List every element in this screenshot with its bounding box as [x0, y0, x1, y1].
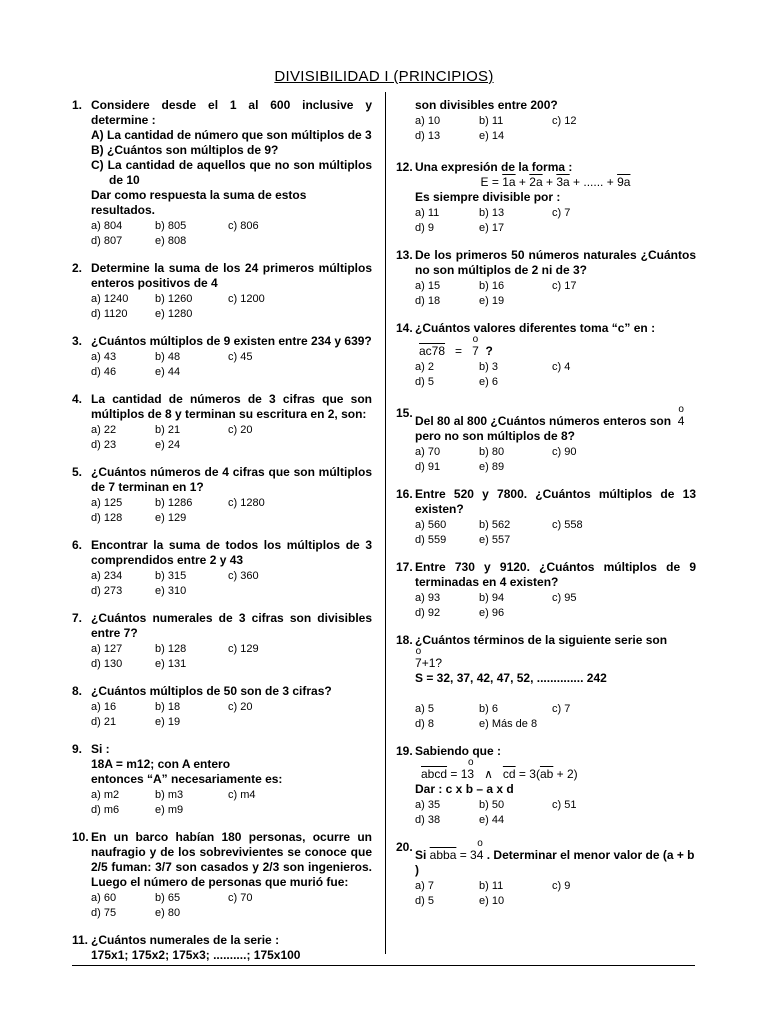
question-text: De los primeros 50 números naturales ¿Cuántos no son múltiplos de 2 ni de 3? [415, 248, 696, 277]
question-number: 11. [72, 933, 89, 947]
option[interactable]: a) 11 [415, 207, 440, 219]
option[interactable]: e) 19 [479, 295, 505, 307]
option[interactable]: d) 8 [415, 718, 434, 730]
option[interactable]: d) 21 [91, 716, 117, 728]
question-6 [72, 538, 372, 599]
option[interactable]: c) m4 [228, 789, 256, 801]
option[interactable]: e) 14 [479, 130, 505, 142]
option[interactable]: c) 12 [552, 115, 577, 127]
multiple-notation: o 4 [678, 406, 685, 429]
option[interactable]: b) 1260 [155, 293, 193, 305]
question-9 [72, 742, 372, 818]
options [415, 360, 696, 390]
option[interactable]: d) 9 [415, 222, 434, 234]
question-mark: ? [485, 344, 493, 358]
option[interactable]: a) 35 [415, 799, 441, 811]
question-text: . Determinar el menor valor de (a + b ) [415, 848, 695, 877]
sub-item: A) La cantidad de número que son múltiplos de 3 [91, 128, 372, 142]
option[interactable]: e) 10 [479, 895, 505, 907]
option[interactable]: e) 24 [155, 439, 181, 451]
option[interactable]: a) 804 [91, 220, 123, 232]
option[interactable]: c) 806 [228, 220, 259, 232]
option[interactable]: e) Más de 8 [479, 718, 538, 730]
option[interactable]: e) 310 [155, 585, 187, 597]
option[interactable]: e) 44 [155, 366, 181, 378]
options [415, 591, 696, 621]
option[interactable]: b) 11 [479, 115, 504, 127]
option[interactable]: d) 18 [415, 295, 441, 307]
option[interactable]: a) 5 [415, 703, 434, 715]
question-number: 9. [72, 742, 83, 756]
option[interactable]: c) 129 [228, 643, 259, 655]
option[interactable]: c) 1280 [228, 497, 265, 509]
option[interactable]: d) 5 [415, 895, 434, 907]
options [91, 496, 372, 526]
option[interactable]: a) 7 [415, 880, 434, 892]
question-number: 7. [72, 611, 83, 625]
left-column [72, 98, 372, 975]
numeral-term: abba [429, 848, 457, 862]
option[interactable]: d) 5 [415, 376, 434, 388]
equals-sign: = 1 [447, 767, 468, 781]
option[interactable]: d) 46 [91, 366, 117, 378]
question-text: Dar como respuesta la suma de estos resultados. [91, 188, 307, 217]
option[interactable]: d) 92 [415, 607, 441, 619]
question-number: 8. [72, 684, 83, 698]
option[interactable]: b) 3 [479, 361, 498, 373]
multiple-notation: o 4 [477, 840, 484, 863]
option[interactable]: c) 17 [552, 280, 577, 292]
options [415, 798, 696, 828]
question-16 [396, 487, 696, 548]
option[interactable]: c) 51 [552, 799, 577, 811]
question-text: Entre 730 y 9120. ¿Cuántos múltiplos de 9 terminadas en 4 existen? [415, 560, 696, 589]
question-5 [72, 465, 372, 526]
question-7 [72, 611, 372, 672]
options [91, 569, 372, 599]
question-text: Es siempre divisible por : [415, 190, 561, 204]
option[interactable]: e) 129 [155, 512, 187, 524]
question-text: En un barco habían 180 personas, ocurre un naufragio y de los sobrevivientes se conoce que 2/5 fuman: 3/7 son casados y 2/3 son ingenieros. Luego el número de personas que murió fue: [91, 830, 372, 889]
question-text: 18A = m12; con A entero [91, 757, 231, 771]
option[interactable]: e) 6 [479, 376, 498, 388]
option[interactable]: c) 20 [228, 701, 253, 713]
question-number: 10. [72, 830, 89, 844]
option[interactable]: c) 7 [552, 207, 571, 219]
option[interactable]: e) 89 [479, 461, 505, 473]
expression [415, 336, 696, 359]
expression [415, 759, 696, 782]
question-19 [396, 744, 696, 828]
options [415, 518, 696, 548]
option[interactable]: b) 6 [479, 703, 498, 715]
question-text: Encontrar la suma de todos los múltiplos de 3 comprendidos entre 2 y 43 [91, 538, 372, 567]
question-text: Determine la suma de los 24 primeros múltiplos enteros positivos de 4 [91, 261, 372, 290]
option[interactable]: c) 9 [552, 880, 571, 892]
option[interactable]: b) 80 [479, 446, 505, 458]
options [91, 219, 372, 249]
options [91, 788, 372, 818]
question-text: ¿Cuántos valores diferentes toma “c” en : [415, 321, 656, 335]
question-text: ¿Cuántos múltiplos de 50 son de 3 cifras? [91, 684, 332, 698]
question-18 [396, 633, 696, 732]
question-text: Sabiendo que : [415, 744, 502, 758]
option[interactable]: e) 19 [155, 716, 181, 728]
option[interactable]: b) 65 [155, 892, 181, 904]
question-11 [72, 933, 372, 963]
question-number: 20. [396, 840, 413, 854]
question-12 [396, 160, 696, 236]
options [91, 700, 372, 730]
option[interactable]: b) 21 [155, 424, 181, 436]
option[interactable]: a) 60 [91, 892, 117, 904]
option[interactable]: b) 11 [479, 880, 504, 892]
question-text: Entre 520 y 7800. ¿Cuántos múltiplos de 13 existen? [415, 487, 696, 516]
question-17 [396, 560, 696, 621]
option[interactable]: e) 557 [479, 534, 511, 546]
options [91, 350, 372, 380]
question-number: 4. [72, 392, 83, 406]
option[interactable]: a) 1240 [91, 293, 129, 305]
option[interactable]: b) 1286 [155, 497, 193, 509]
question-number: 16. [396, 487, 413, 501]
sub-item: C) La cantidad de aquellos que no son múltiplos de 10 [91, 158, 372, 187]
option[interactable]: d) 273 [91, 585, 123, 597]
question-number: 19. [396, 744, 413, 758]
option[interactable]: e) 808 [155, 235, 187, 247]
option[interactable]: e) 131 [155, 658, 187, 670]
option[interactable]: c) 45 [228, 351, 253, 363]
numeral-term: abcd [421, 767, 448, 781]
question-number: 13. [396, 248, 413, 262]
question-text: entonces “A” necesariamente es: [91, 772, 283, 786]
option[interactable]: d) 130 [91, 658, 123, 670]
options [415, 279, 696, 309]
options [91, 423, 372, 453]
question-text: La cantidad de números de 3 cifras que son múltiplos de 8 y terminan su escritura en 2, son: [91, 392, 372, 421]
option[interactable]: b) 48 [155, 351, 181, 363]
equals-sign: = 3 [456, 848, 477, 862]
numeral-term: $\overline{cd}$ [502, 767, 516, 781]
question-text: Dar : c x b – a x d [415, 782, 514, 796]
option[interactable]: a) 234 [91, 570, 123, 582]
logical-and: ∧ [484, 767, 493, 781]
question-4 [72, 392, 372, 453]
options [91, 891, 372, 921]
option[interactable]: d) 23 [91, 439, 117, 451]
option[interactable]: e) 17 [479, 222, 505, 234]
series-text: S = 32, 37, 42, 47, 52, .............. 242 [415, 671, 607, 685]
option[interactable]: e) 1280 [155, 308, 193, 320]
option[interactable]: d) 13 [415, 130, 441, 142]
option[interactable]: a) 2 [415, 361, 434, 373]
multiple-notation: o 7 [472, 336, 479, 359]
question-number: 17. [396, 560, 413, 574]
question-1 [72, 98, 372, 249]
option[interactable]: e) 96 [479, 607, 505, 619]
options [415, 206, 696, 236]
question-number: 6. [72, 538, 83, 552]
option[interactable]: b) 128 [155, 643, 187, 655]
option[interactable]: d) 1120 [91, 308, 128, 320]
option[interactable]: a) 127 [91, 643, 123, 655]
numeral-term: ac78 [419, 344, 446, 358]
question-text: ¿Cuántos numerales de la serie : [91, 933, 280, 947]
question-number: 3. [72, 334, 83, 348]
question-text: ¿Cuántos numerales de 3 cifras son divisibles entre 7? [91, 611, 372, 640]
question-text: ¿Cuántos números de 4 cifras que son múltiplos de 7 terminan en 1? [91, 465, 372, 494]
question-text: pero no son múltiplos de 8? [415, 429, 576, 443]
options [91, 292, 372, 322]
question-text: Del 80 al 800 ¿Cuántos números enteros son [415, 414, 672, 428]
option[interactable]: c) 20 [228, 424, 253, 436]
option[interactable]: b) 315 [155, 570, 187, 582]
option[interactable]: a) 70 [415, 446, 441, 458]
option[interactable]: d) 75 [91, 907, 117, 919]
question-10 [72, 830, 372, 921]
numeral-term: 9a [617, 175, 631, 189]
option[interactable]: b) 13 [479, 207, 505, 219]
option[interactable]: c) 4 [552, 361, 571, 373]
option[interactable]: c) 7 [552, 703, 571, 715]
question-text: Una expresión de la forma : [415, 160, 573, 174]
numeral-term: 2a [529, 175, 543, 189]
right-column [396, 98, 696, 921]
option[interactable]: e) m9 [155, 804, 184, 816]
options [415, 702, 696, 732]
numeral-term: 3a [556, 175, 570, 189]
question-13 [396, 248, 696, 309]
question-number: 15. [396, 406, 413, 420]
question-number: 2. [72, 261, 83, 275]
question-8 [72, 684, 372, 730]
option[interactable]: d) 38 [415, 814, 441, 826]
question-text: ¿Cuántos múltiplos de 9 existen entre 234 y 639? [91, 334, 372, 348]
option[interactable]: b) 805 [155, 220, 187, 232]
option[interactable]: c) 1200 [228, 293, 265, 305]
option[interactable]: d) 91 [415, 461, 441, 473]
question-15 [396, 406, 696, 475]
option[interactable]: b) 94 [479, 592, 505, 604]
question-text: Si [415, 848, 430, 862]
expression: E = 1a + 2a + 3a + ...... + 9a [480, 175, 631, 189]
option[interactable]: e) 80 [155, 907, 181, 919]
option[interactable]: b) m3 [155, 789, 184, 801]
option[interactable]: d) 807 [91, 235, 123, 247]
option[interactable]: b) 562 [479, 519, 511, 531]
option[interactable]: e) 44 [479, 814, 505, 826]
numeral-term: 1a [502, 175, 516, 189]
ellipsis: ...... [583, 175, 604, 189]
multiple-notation: o 3 [467, 759, 474, 782]
option[interactable]: c) 360 [228, 570, 259, 582]
question-number: 14. [396, 321, 413, 335]
option[interactable]: a) 560 [415, 519, 447, 531]
question-14 [396, 321, 696, 390]
question-number: 5. [72, 465, 83, 479]
option[interactable]: c) 70 [228, 892, 253, 904]
expression [415, 648, 696, 671]
option[interactable]: a) 22 [91, 424, 117, 436]
sub-item: B) ¿Cuántos son múltiplos de 9? [91, 143, 279, 157]
option[interactable]: d) 559 [415, 534, 447, 546]
option[interactable]: d) m6 [91, 804, 120, 816]
multiple-notation: o 7 [415, 648, 422, 671]
equals-sign: = [455, 344, 463, 358]
option[interactable]: a) 93 [415, 592, 441, 604]
question-text: 175x1; 175x2; 175x3; ..........; 175x100 [91, 948, 301, 962]
option[interactable]: a) 43 [91, 351, 117, 363]
option[interactable]: a) 125 [91, 497, 123, 509]
expression-suffix: + 2) [553, 767, 578, 781]
question-text: Si : [91, 742, 110, 756]
options [415, 879, 696, 909]
column-divider [385, 92, 386, 954]
question-number: 12. [396, 160, 413, 174]
numeral-term: $\overline{ab}$ [539, 767, 554, 781]
option[interactable]: c) 90 [552, 446, 577, 458]
options [91, 642, 372, 672]
question-3 [72, 334, 372, 380]
option[interactable]: b) 50 [479, 799, 505, 811]
question-20 [396, 840, 696, 909]
page-title: DIVISIBILIDAD I (PRINCIPIOS) [274, 68, 494, 85]
question-text: ¿Cuántos términos de la siguiente serie son [415, 633, 668, 647]
question-2 [72, 261, 372, 322]
question-number: 18. [396, 633, 413, 647]
question-text: son divisibles entre 200? [415, 98, 558, 112]
option[interactable]: a) 16 [91, 701, 117, 713]
expression-prefix: E = [480, 175, 503, 189]
options [415, 114, 696, 144]
option[interactable]: a) 10 [415, 115, 441, 127]
option[interactable]: b) 18 [155, 701, 181, 713]
option[interactable]: a) m2 [91, 789, 120, 801]
option[interactable]: b) 16 [479, 280, 505, 292]
question-number: 1. [72, 98, 83, 112]
option[interactable]: a) 15 [415, 280, 441, 292]
expression-suffix: +1? [421, 656, 443, 670]
option[interactable]: c) 558 [552, 519, 583, 531]
options [415, 445, 696, 475]
question-11-continued [396, 98, 696, 144]
option[interactable]: d) 128 [91, 512, 123, 524]
equals-sign: = 3( [515, 767, 540, 781]
option[interactable]: c) 95 [552, 592, 577, 604]
question-text: Considere desde el 1 al 600 inclusive y determine : [91, 98, 372, 127]
